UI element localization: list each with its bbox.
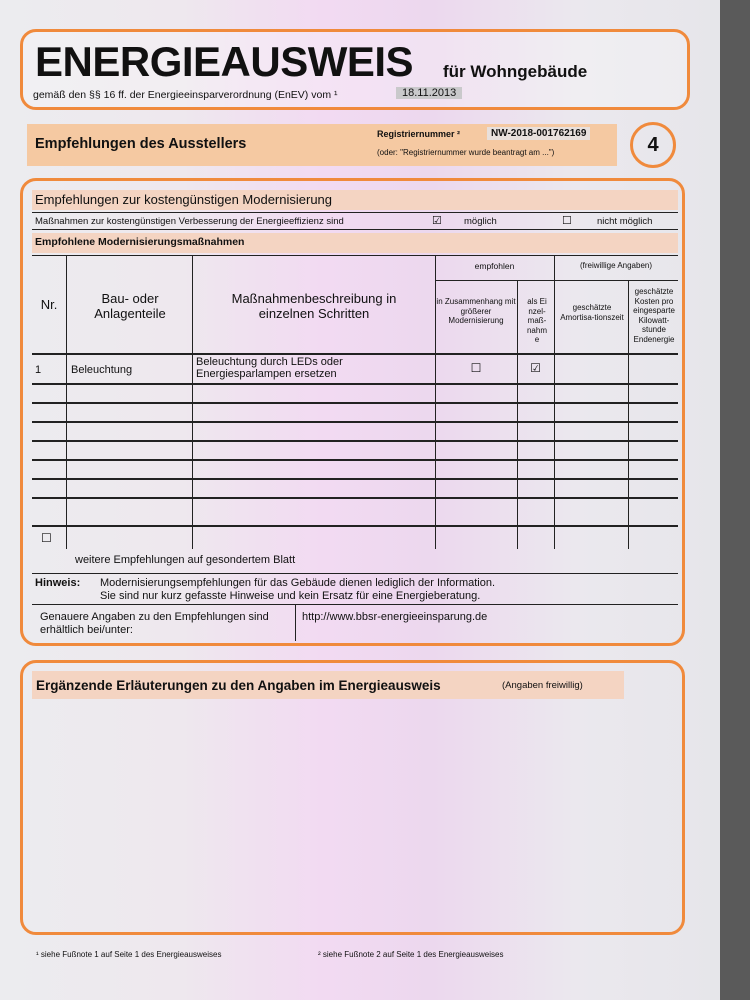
measures-heading xyxy=(32,233,678,253)
col-header-context: in Zusammenhang mit größerer Modernisierung xyxy=(436,297,516,325)
document-title: ENERGIEAUSWEIS xyxy=(35,38,414,85)
registration-note: (oder: "Registriernummer wurde beantragt am ...") xyxy=(377,148,555,157)
measures-table xyxy=(32,255,678,549)
row1-single-checkbox[interactable]: ☑ xyxy=(530,361,541,375)
row1-desc: Beleuchtung durch LEDs oder Energiesparlampen ersetzen xyxy=(196,356,343,380)
possible-label: möglich xyxy=(464,216,497,227)
source-url[interactable]: http://www.bbsr-energieeinsparung.de xyxy=(302,611,488,623)
hint-line-2: Sie sind nur kurz gefasste Hinweise und kein Ersatz für eine Energieberatung. xyxy=(100,590,481,602)
registration-number: NW-2018-001762169 xyxy=(487,127,590,140)
row1-context-checkbox[interactable]: ☐ xyxy=(470,361,482,375)
hint-block xyxy=(32,573,678,604)
section-header xyxy=(32,190,678,210)
hint-label: Hinweis: xyxy=(35,577,81,589)
hint-line-1: Modernisierungsempfehlungen für das Gebäude dienen lediglich der Information. xyxy=(100,577,496,589)
section-title: Empfehlungen zur kostengünstigen Modernisierung xyxy=(35,192,333,207)
measures-heading-text: Empfohlene Modernisierungsmaßnahmen xyxy=(35,236,245,248)
col-header-single: als Einzel-maß-nahme xyxy=(526,297,547,344)
registration-label: Registriernummer ² xyxy=(377,129,461,139)
col-header-desc: Maßnahmenbeschreibung in einzelnen Schritten xyxy=(231,291,397,321)
footnote-2: ² siehe Fußnote 2 auf Seite 1 des Energieausweises xyxy=(318,950,504,959)
group-header-optional: (freiwillige Angaben) xyxy=(579,261,653,270)
supplement-header xyxy=(32,671,624,699)
title-box xyxy=(20,29,690,110)
further-recommendations-text: weitere Empfehlungen auf gesondertem Blatt xyxy=(75,554,296,566)
page-number-badge: 4 xyxy=(630,122,676,168)
further-recommendations-checkbox[interactable]: ☐ xyxy=(41,531,52,545)
law-date: 18.11.2013 xyxy=(396,87,462,99)
possible-checkbox[interactable]: ☑ xyxy=(432,215,442,227)
row1-part: Beleuchtung xyxy=(71,364,133,376)
col-header-amortization: geschätzte Amortisa-tionszeit xyxy=(560,303,624,322)
issuer-band xyxy=(27,124,617,166)
status-text: Maßnahmen zur kostengünstigen Verbesserung der Energieeffizienz sind xyxy=(35,216,344,227)
document-subtitle: für Wohngebäude xyxy=(443,62,588,81)
supplement-box xyxy=(20,660,685,935)
law-reference: gemäß den §§ 16 ff. der Energieeinsparverordnung (EnEV) vom ¹ xyxy=(33,89,338,101)
row1-nr: 1 xyxy=(35,364,42,376)
supplement-title: Ergänzende Erläuterungen zu den Angaben im Energieausweis xyxy=(36,678,441,693)
col-header-nr: Nr. xyxy=(40,297,58,312)
recommendations-box xyxy=(20,178,685,646)
not-possible-label: nicht möglich xyxy=(597,216,653,227)
col-header-part: Bau- oder Anlagenteile xyxy=(94,291,166,321)
supplement-note: (Angaben freiwillig) xyxy=(502,680,583,691)
not-possible-checkbox[interactable]: ☐ xyxy=(562,215,572,227)
band-title: Empfehlungen des Ausstellers xyxy=(35,136,247,152)
measures-status-row xyxy=(32,212,678,230)
source-row xyxy=(32,604,678,641)
col-header-cost: geschätzte Kosten pro eingesparte Kilowatt-stunde Endenergie xyxy=(633,287,675,344)
source-label: Genauere Angaben zu den Empfehlungen sind erhältlich bei/unter: xyxy=(40,611,269,636)
footnote-1: ¹ siehe Fußnote 1 auf Seite 1 des Energieausweises xyxy=(36,950,222,959)
group-header-recommended: empfohlen xyxy=(474,261,515,271)
